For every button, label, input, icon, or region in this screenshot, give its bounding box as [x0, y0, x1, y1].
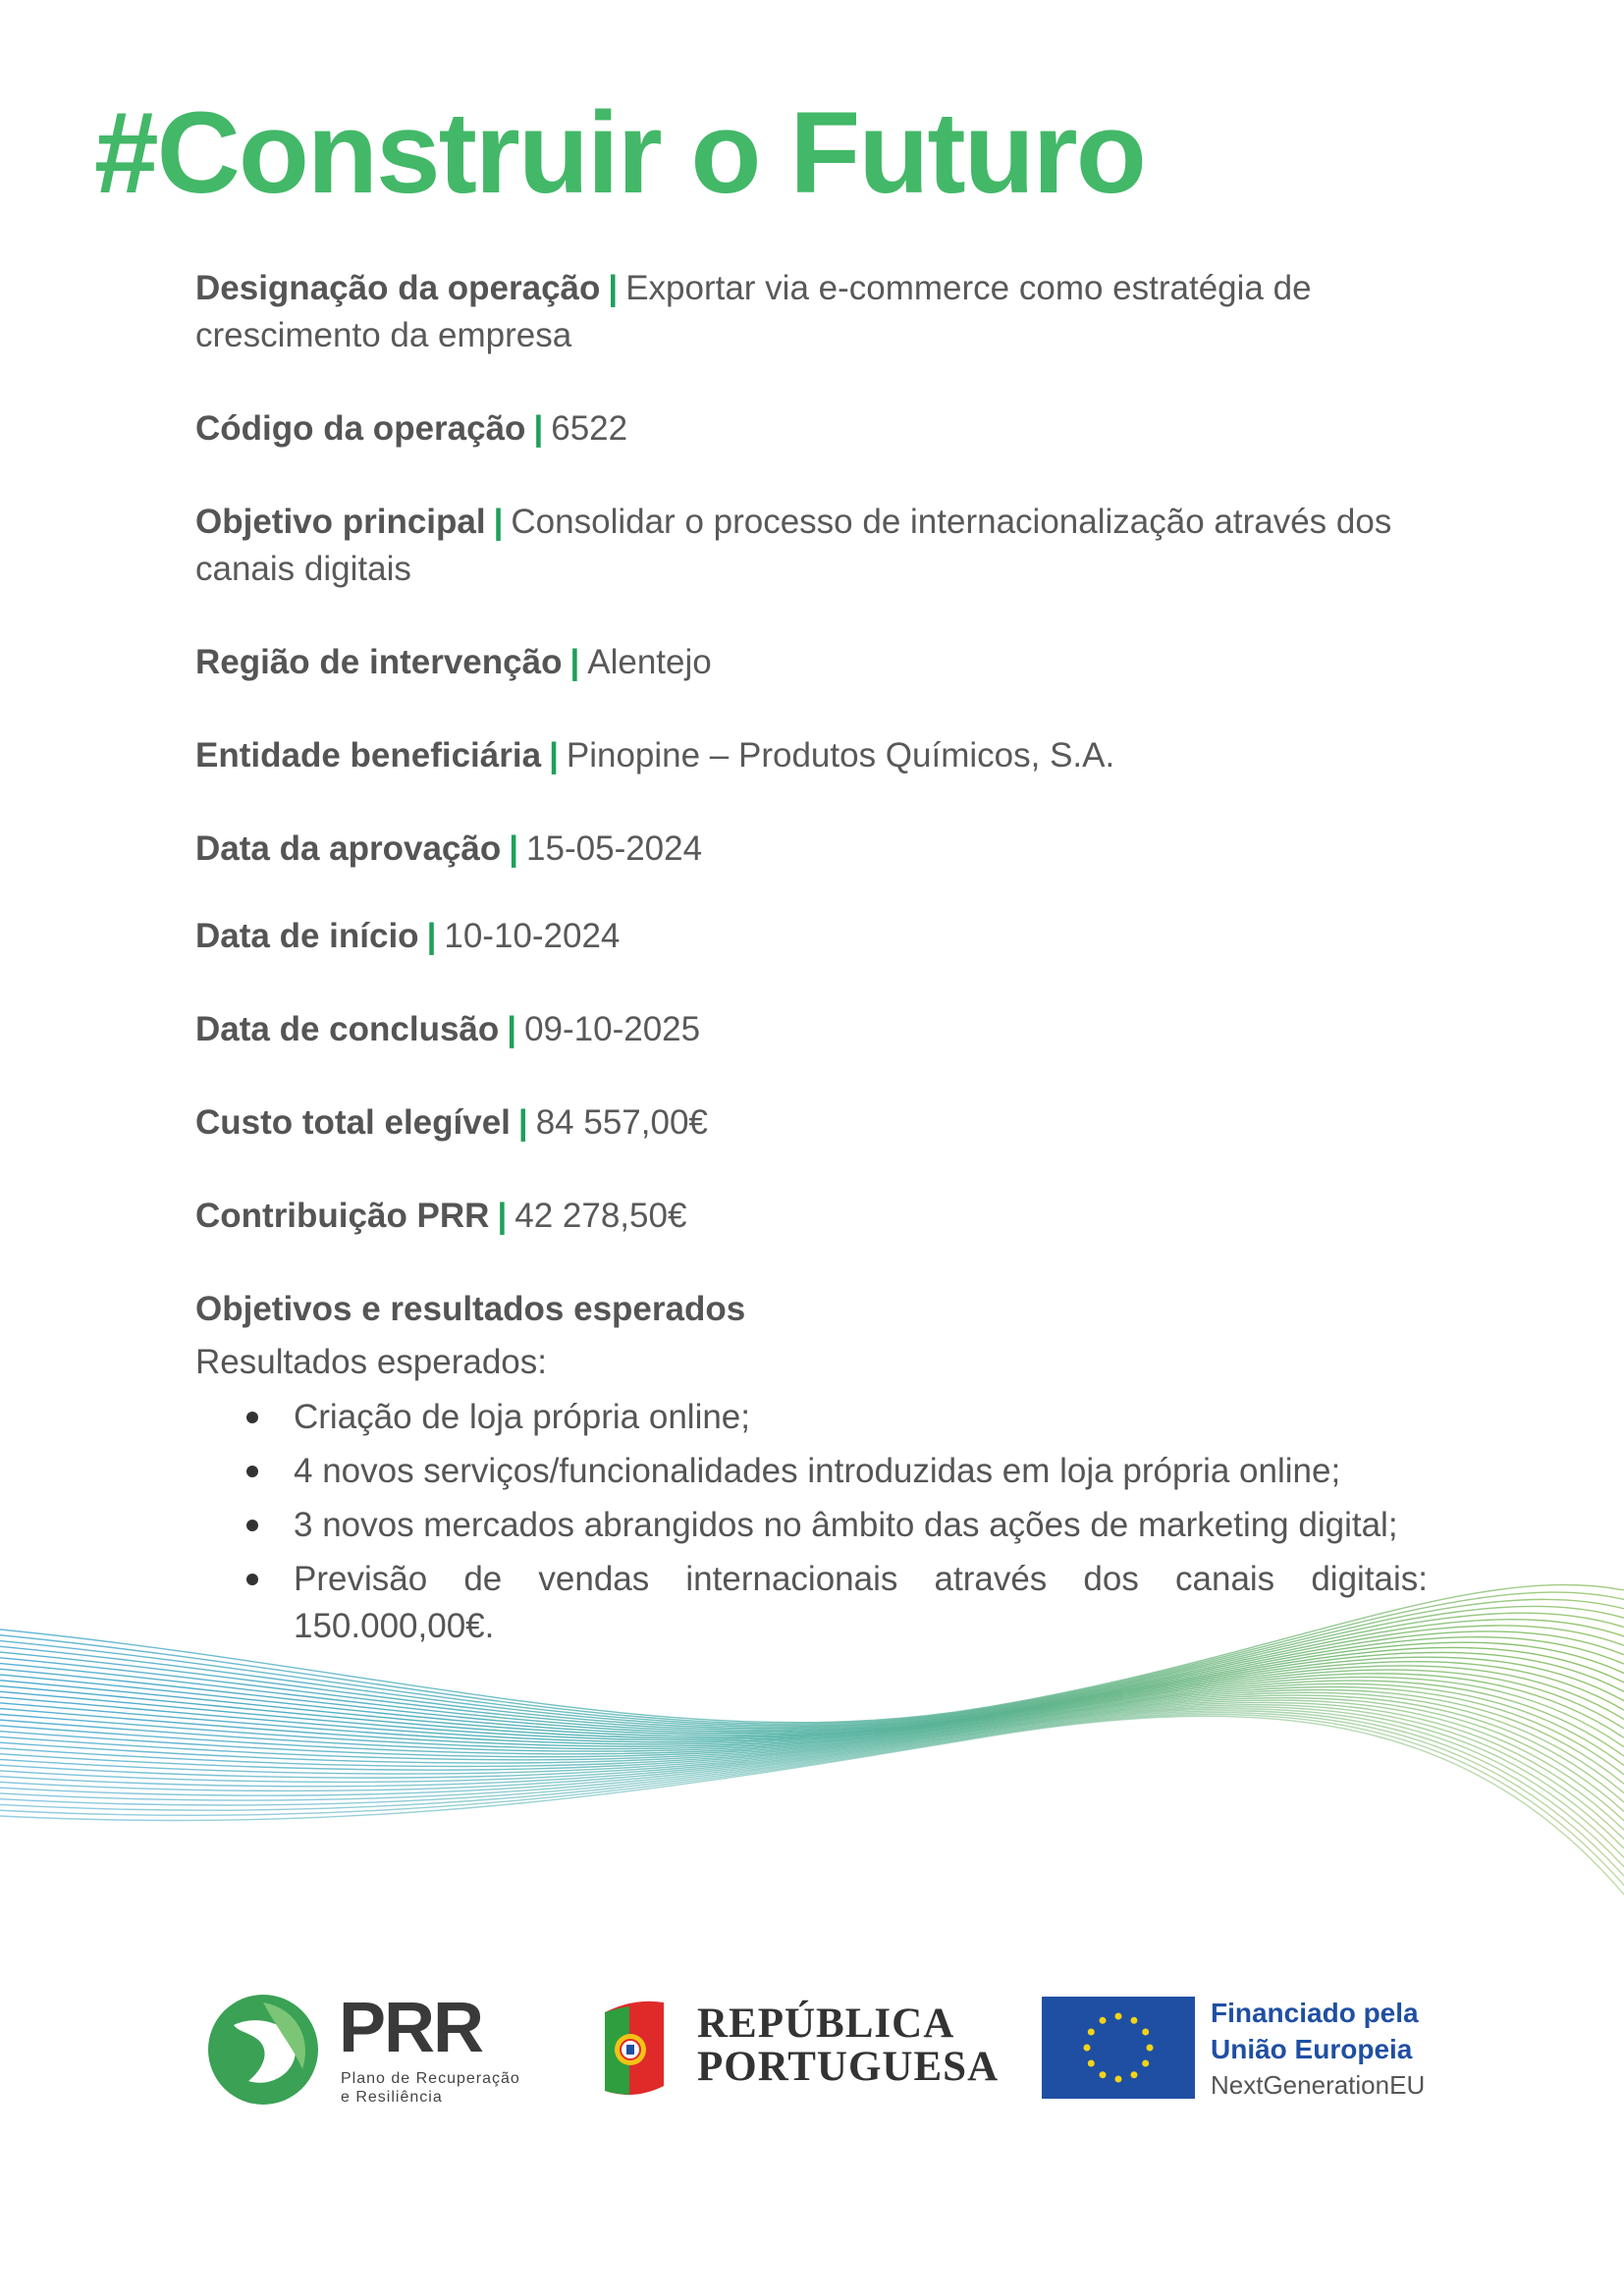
field-separator: |: [569, 643, 580, 681]
field-data-inicio: [195, 913, 1428, 960]
field-separator: |: [493, 503, 504, 541]
list-item: [195, 1448, 1428, 1495]
portugal-emblem-icon: [595, 1993, 674, 2101]
operation-details: [195, 265, 1428, 1650]
field-label: Contribuição PRR: [195, 1197, 490, 1235]
field-separator: |: [533, 409, 544, 448]
field-separator: |: [549, 736, 559, 774]
eu-line: Financiado pela: [1211, 1998, 1419, 2028]
objectives-heading: Objetivos e resultados esperados: [195, 1290, 746, 1328]
field-regiao: [195, 639, 1428, 686]
field-designacao: [195, 265, 1428, 359]
field-custo-total: [195, 1099, 1428, 1147]
field-separator: |: [507, 1010, 517, 1048]
eu-star: [1084, 2045, 1091, 2052]
field-separator: |: [517, 1103, 528, 1142]
field-data-conclusao: [195, 1006, 1428, 1053]
field-objetivo: [195, 499, 1428, 593]
field-label: Data de conclusão: [195, 1010, 500, 1048]
field-contribuicao-prr: [195, 1193, 1428, 1240]
field-value: 42 278,50€: [514, 1197, 687, 1235]
list-item-text-continued: 150.000,00€.: [294, 1607, 495, 1645]
objectives-subheading: Resultados esperados:: [195, 1343, 547, 1381]
field-value: 15-05-2024: [526, 829, 703, 868]
prr-leaf-icon: [204, 1991, 322, 2109]
prr-subtitle-line: e Resiliência: [341, 2089, 443, 2106]
funding-logos: [0, 1973, 1624, 2120]
list-item-text: 4 novos serviços/funcionalidades introduzidas em loja própria online;: [294, 1452, 1341, 1490]
field-separator: |: [497, 1197, 508, 1235]
field-label: Data da aprovação: [195, 829, 502, 868]
prr-subtitle-line: Plano de Recuperação: [341, 2070, 520, 2087]
field-value: 84 557,00€: [535, 1103, 708, 1142]
field-separator: |: [509, 829, 519, 868]
field-value: 10-10-2024: [444, 917, 621, 955]
rp-line: REPÚBLICA: [697, 2001, 955, 2047]
eu-star: [1131, 2071, 1138, 2078]
eu-star: [1142, 2060, 1149, 2067]
prr-logo-subtitle: [341, 2069, 520, 2107]
eu-flag-icon: [1042, 1997, 1195, 2099]
eu-star: [1142, 2029, 1149, 2036]
wave-line: [0, 1584, 1624, 1722]
list-item: [195, 1394, 1428, 1441]
field-label: Designação da operação: [195, 269, 601, 307]
field-value: Pinopine – Produtos Químicos, S.A.: [566, 736, 1115, 774]
field-separator: |: [426, 917, 437, 955]
field-label: Data de início: [195, 917, 419, 955]
field-value: Consolidar o processo de internacionalização através dos canais digitais: [195, 503, 1392, 588]
field-label: Entidade beneficiária: [195, 736, 542, 774]
eu-star: [1088, 2029, 1095, 2036]
eu-line: NextGenerationEU: [1211, 2070, 1426, 2100]
eu-star: [1131, 2017, 1138, 2024]
field-entidade: [195, 732, 1428, 779]
field-label: Código da operação: [195, 409, 526, 448]
rp-line: PORTUGUESA: [697, 2044, 1000, 2090]
field-value: Exportar via e-commerce como estratégia de crescimento da empresa: [195, 269, 1312, 354]
eu-star: [1100, 2017, 1107, 2024]
page-title: #Construir o Futuro: [94, 88, 1145, 218]
eu-star: [1115, 2076, 1122, 2083]
list-item-text: Previsão de vendas internacionais através dos canais digitais:: [294, 1560, 1428, 1598]
eu-star: [1147, 2045, 1154, 2052]
prr-logo-text: PRR: [339, 1989, 483, 2067]
field-codigo: [195, 405, 1428, 453]
eu-star: [1100, 2071, 1107, 2078]
eu-star: [1115, 2013, 1122, 2020]
field-separator: |: [608, 269, 619, 307]
field-label: Objetivo principal: [195, 503, 486, 541]
list-item: [195, 1502, 1428, 1549]
bullet-icon: [246, 1412, 258, 1423]
wave-line: [0, 1626, 1624, 1732]
eu-line: União Europeia: [1211, 2034, 1413, 2064]
list-item-text: Criação de loja própria online;: [294, 1398, 750, 1436]
field-label: Custo total elegível: [195, 1103, 511, 1142]
republica-portuguesa-logo-text: [697, 2002, 999, 2089]
field-label: Região de intervenção: [195, 643, 563, 681]
bullet-icon: [246, 1466, 258, 1477]
decorative-wave: [0, 1571, 1624, 1963]
field-value: 6522: [551, 409, 628, 448]
field-data-aprovacao: [195, 826, 1428, 873]
field-value: Alentejo: [587, 643, 712, 681]
field-value: 09-10-2025: [524, 1010, 701, 1048]
eu-funding-logo-text: [1211, 1995, 1425, 2104]
list-item-text: 3 novos mercados abrangidos no âmbito das ações de marketing digital;: [294, 1506, 1398, 1544]
bullet-icon: [246, 1520, 258, 1531]
eu-star: [1088, 2060, 1095, 2067]
